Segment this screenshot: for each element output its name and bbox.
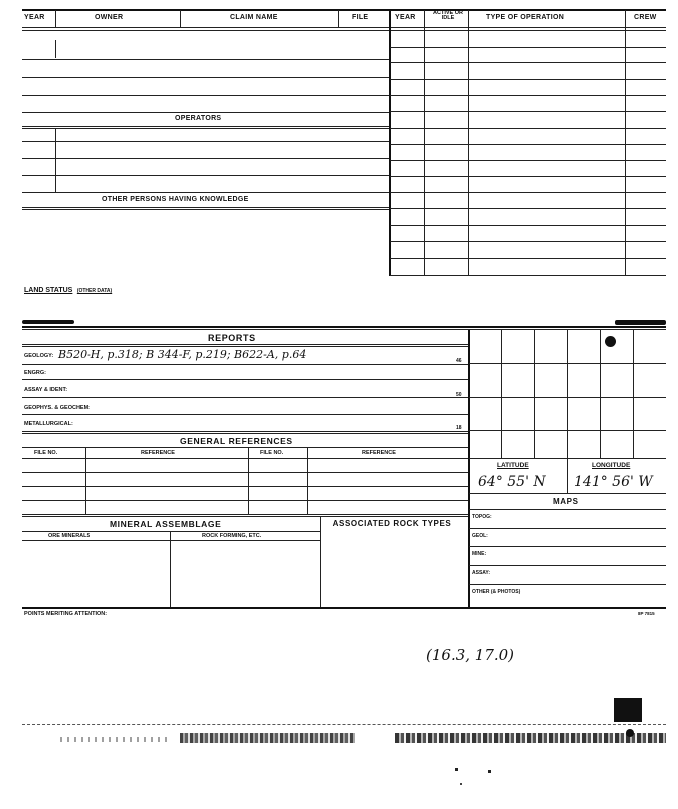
gr-header-reference-1: REFERENCE — [141, 450, 175, 456]
operators-label: OPERATORS — [175, 115, 222, 122]
geophys-label: GEOPHYS. & GEOCHEM: — [24, 405, 91, 411]
maps-geol: GEOL: — [472, 533, 488, 539]
maps-topog: TOPOG: — [472, 514, 492, 520]
header-crew: CREW — [634, 14, 657, 21]
geology-label: GEOLOGY: — [24, 353, 54, 359]
assay-ident-label: ASSAY & IDENT: — [24, 387, 68, 393]
general-references-title: GENERAL REFERENCES — [180, 436, 293, 446]
metallurgical-label: METALLURGICAL: — [24, 421, 73, 427]
form-number: 8P 7815 — [638, 611, 655, 616]
longitude-label: LONGITUDE — [592, 462, 631, 469]
punch-hole-icon — [605, 336, 616, 347]
maps-mine: MINE: — [472, 551, 487, 557]
header-active-or-idle: ACTIVE OR IDLE — [433, 10, 463, 21]
land-status-label: LAND STATUS (OTHER DATA) — [24, 287, 113, 294]
gr-header-file-no-1: FILE NO. — [34, 450, 58, 456]
maps-title: MAPS — [553, 497, 579, 506]
maps-other: OTHER (& PHOTOS) — [472, 589, 521, 595]
ore-minerals-label: ORE MINERALS — [48, 533, 91, 539]
assay-ident-code: 50 — [456, 392, 462, 398]
header-claim-name: CLAIM NAME — [230, 14, 278, 21]
header-year: YEAR — [24, 14, 45, 21]
latitude-value: 64° 55' N — [478, 474, 546, 490]
gr-header-reference-2: REFERENCE — [362, 450, 396, 456]
engrg-label: ENGRG: — [24, 370, 46, 376]
points-meriting-label: POINTS MERITING ATTENTION: — [24, 611, 108, 617]
gr-header-file-no-2: FILE NO. — [260, 450, 284, 456]
rock-forming-label: ROCK FORMING, ETC. — [202, 533, 262, 539]
associated-rock-types: ASSOCIATED ROCK TYPES — [332, 519, 452, 528]
registration-mark — [614, 698, 642, 722]
header-year-2: YEAR — [395, 14, 416, 21]
header-owner: OWNER — [95, 14, 124, 21]
geology-code: 46 — [456, 358, 462, 364]
longitude-value: 141° 56' W — [574, 474, 653, 490]
other-persons-label: OTHER PERSONS HAVING KNOWLEDGE — [102, 196, 249, 203]
latitude-label: LATITUDE — [497, 462, 529, 469]
punch-smear-left — [22, 320, 74, 324]
geology-value: B520-H, p.318; B 344-F, p.219; B622-A, p.64 — [58, 348, 307, 361]
reports-title: REPORTS — [208, 333, 256, 343]
header-type-of-operation: TYPE OF OPERATION — [486, 14, 565, 21]
punch-smear-right — [615, 320, 666, 325]
header-file: FILE — [352, 14, 369, 21]
mineral-assemblage-title: MINERAL ASSEMBLAGE — [110, 519, 222, 529]
coordinate-note: (16.3, 17.0) — [426, 646, 515, 664]
maps-assay: ASSAY: — [472, 570, 491, 576]
metallurgical-code: 18 — [456, 425, 462, 431]
